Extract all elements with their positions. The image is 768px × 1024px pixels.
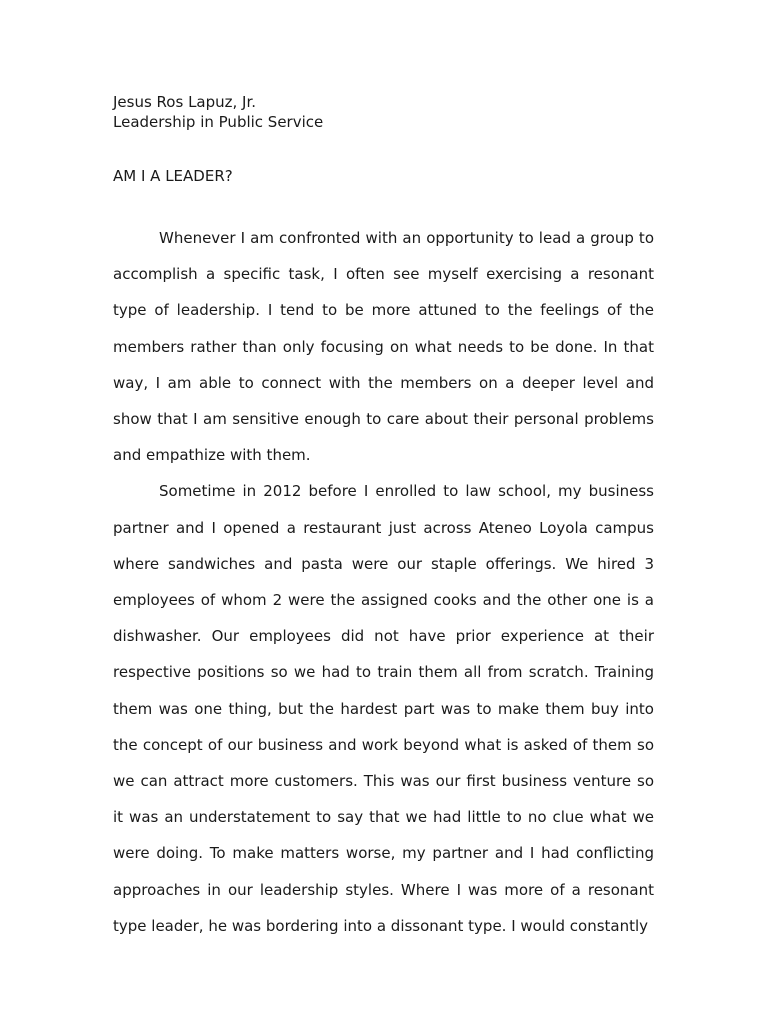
document-title: AM I A LEADER? <box>113 167 233 185</box>
paragraph: Whenever I am confronted with an opportunity to lead a group to accomplish a specific task, I often see myself exercising a resonant type of leadership. I tend to be more attuned to the feelings of the members rather than only focusing on what needs to be done. In that way, I am able to connect with the members on a deeper level and show that I am sensitive enough to care about their personal problems and empathize with them. <box>113 229 654 465</box>
author-name: Jesus Ros Lapuz, Jr. <box>113 93 257 111</box>
paragraph: Sometime in 2012 before I enrolled to law school, my business partner and I opened a restaurant just across Ateneo Loyola campus where sandwiches and pasta were our staple offerings. We hired 3 employees of whom 2 were the assigned cooks and the other one is a dishwasher. Our employees did not have prior experience at their respective positions so we had to train them all from scratch. Training them was one thing, but the hardest part was to make them buy into the concept of our business and work beyond what is asked of them so we can attract more customers. This was our first business venture so it was an understatement to say that we had little to no clue what we were doing. To make matters worse, my partner and I had conflicting approaches in our leadership styles. Where I was more of a resonant type leader, he was bordering into a dissonant type. I would constantly <box>113 482 654 935</box>
document-body <box>113 220 654 944</box>
course-name: Leadership in Public Service <box>113 113 324 131</box>
document-content <box>113 92 654 944</box>
